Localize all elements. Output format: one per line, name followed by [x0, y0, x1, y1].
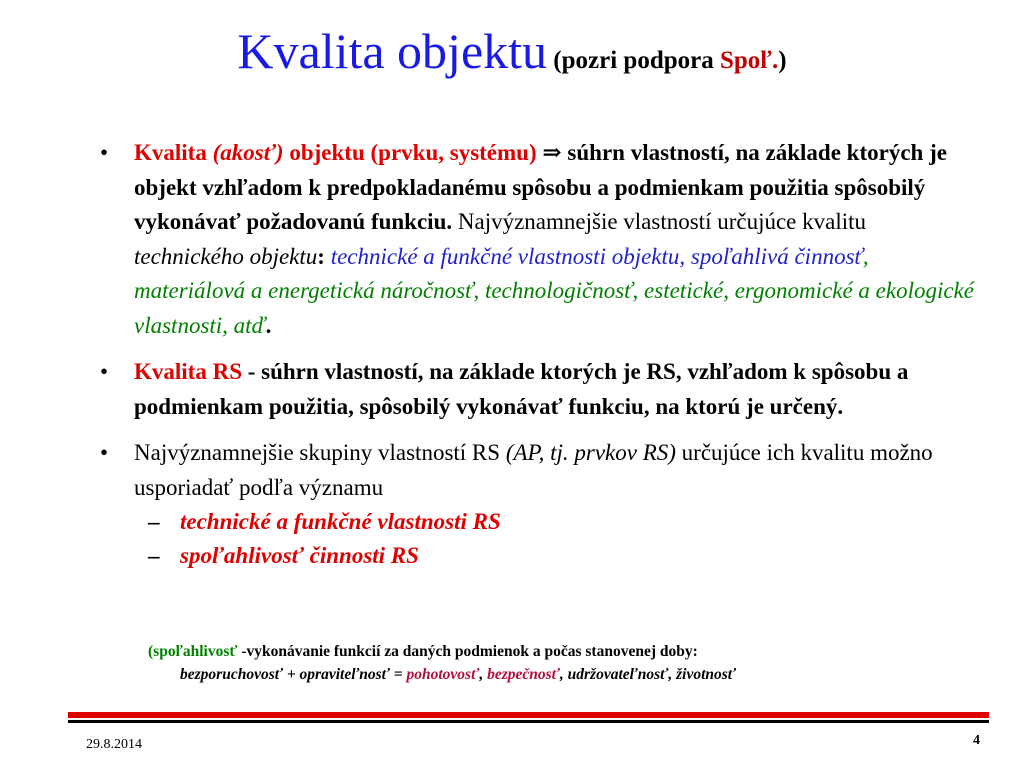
note-sep: ,	[479, 666, 488, 683]
bullet-dot: •	[100, 440, 109, 465]
title-note-close: )	[778, 47, 787, 74]
page-number: 4	[973, 733, 980, 748]
b2-definition: - súhrn vlastností, na základe ktorých je RS, vzhľadom k spôsobu a podmienkam použitia, spôsobilý vykonávať funkciu, na ktorú je určený.	[134, 359, 909, 419]
b1-tech-object: technického objektu	[134, 243, 318, 269]
implies-arrow-icon: ⇒	[542, 140, 562, 165]
sub-item-reliability	[100, 539, 980, 573]
bullet-item-quality-rs	[100, 355, 980, 424]
note-availability: pohotovosť	[406, 666, 480, 683]
bullet-list	[100, 136, 980, 573]
b1-term-rest: objektu (prvku, systému)	[283, 140, 543, 165]
sub-item-text: technické a funkčné vlastnosti RS	[180, 509, 501, 534]
b2-term: Kvalita RS	[134, 359, 242, 384]
bullet-dot: •	[100, 140, 109, 165]
note-line-1	[148, 640, 736, 663]
b1-synonym: (akosť)	[212, 140, 284, 165]
b1-definition: súhrn vlastností, na základe ktorých je objekt vzhľadom k predpokladanému spôsobu a podmienkam použitia spôsobilý vykonávať požadovanú funkciu.	[134, 140, 947, 234]
sub-item-technical	[100, 505, 980, 539]
b1-props-green: , materiálová a energetická náročnosť, technologičnosť, estetické, ergonomické a ekologické vlastnosti, atď	[134, 243, 974, 338]
b3-text-rest: určujúce ich kvalitu možno usporiadať podľa významu	[134, 440, 933, 500]
b3-paren: (AP, tj. prvkov RS)	[505, 440, 676, 465]
note-safety: bezpečnosť	[487, 666, 560, 683]
note-definition: -vykonávanie funkcií za daných podmienok a počas stanovenej doby:	[237, 643, 698, 660]
note-line-2	[148, 663, 736, 686]
b1-period: .	[265, 312, 272, 338]
title-note	[547, 47, 787, 74]
title-note-red: Spoľ.	[719, 47, 779, 74]
dash-marker: –	[148, 543, 160, 568]
separator-red-bar	[68, 712, 989, 718]
bullet-dot: •	[100, 359, 109, 384]
b1-props-intro: Najvýznamnejšie vlastností určujúce kvalitu	[457, 209, 867, 234]
title-main: Kvalita objektu	[237, 23, 548, 79]
dash-marker: –	[148, 509, 160, 534]
slide-title	[0, 22, 1024, 80]
note-open-paren: (	[148, 643, 154, 660]
b3-text: Najvýznamnejšie skupiny vlastností RS	[134, 440, 506, 465]
note-formula: bezporuchovosť + opraviteľnosť =	[180, 666, 407, 683]
footer-separator	[68, 712, 989, 726]
bullet-item-quality-object	[100, 136, 980, 343]
note-term: spoľahlivosť	[153, 643, 238, 660]
separator-black-bar	[68, 720, 989, 723]
note-rest: , udržovateľnosť, životnosť	[559, 666, 737, 683]
b1-term: Kvalita	[134, 140, 213, 165]
footer-date: 29.8.2014	[86, 737, 142, 752]
sub-item-text: spoľahlivosť činnosti RS	[180, 543, 419, 568]
bullet-item-groups	[100, 436, 980, 505]
title-note-open: (pozri podpora	[547, 47, 720, 74]
b1-colon: :	[317, 243, 331, 269]
reliability-note	[148, 640, 736, 686]
b1-props-blue: technické a funkčné vlastnosti objektu, spoľahlivá činnosť	[330, 243, 863, 269]
